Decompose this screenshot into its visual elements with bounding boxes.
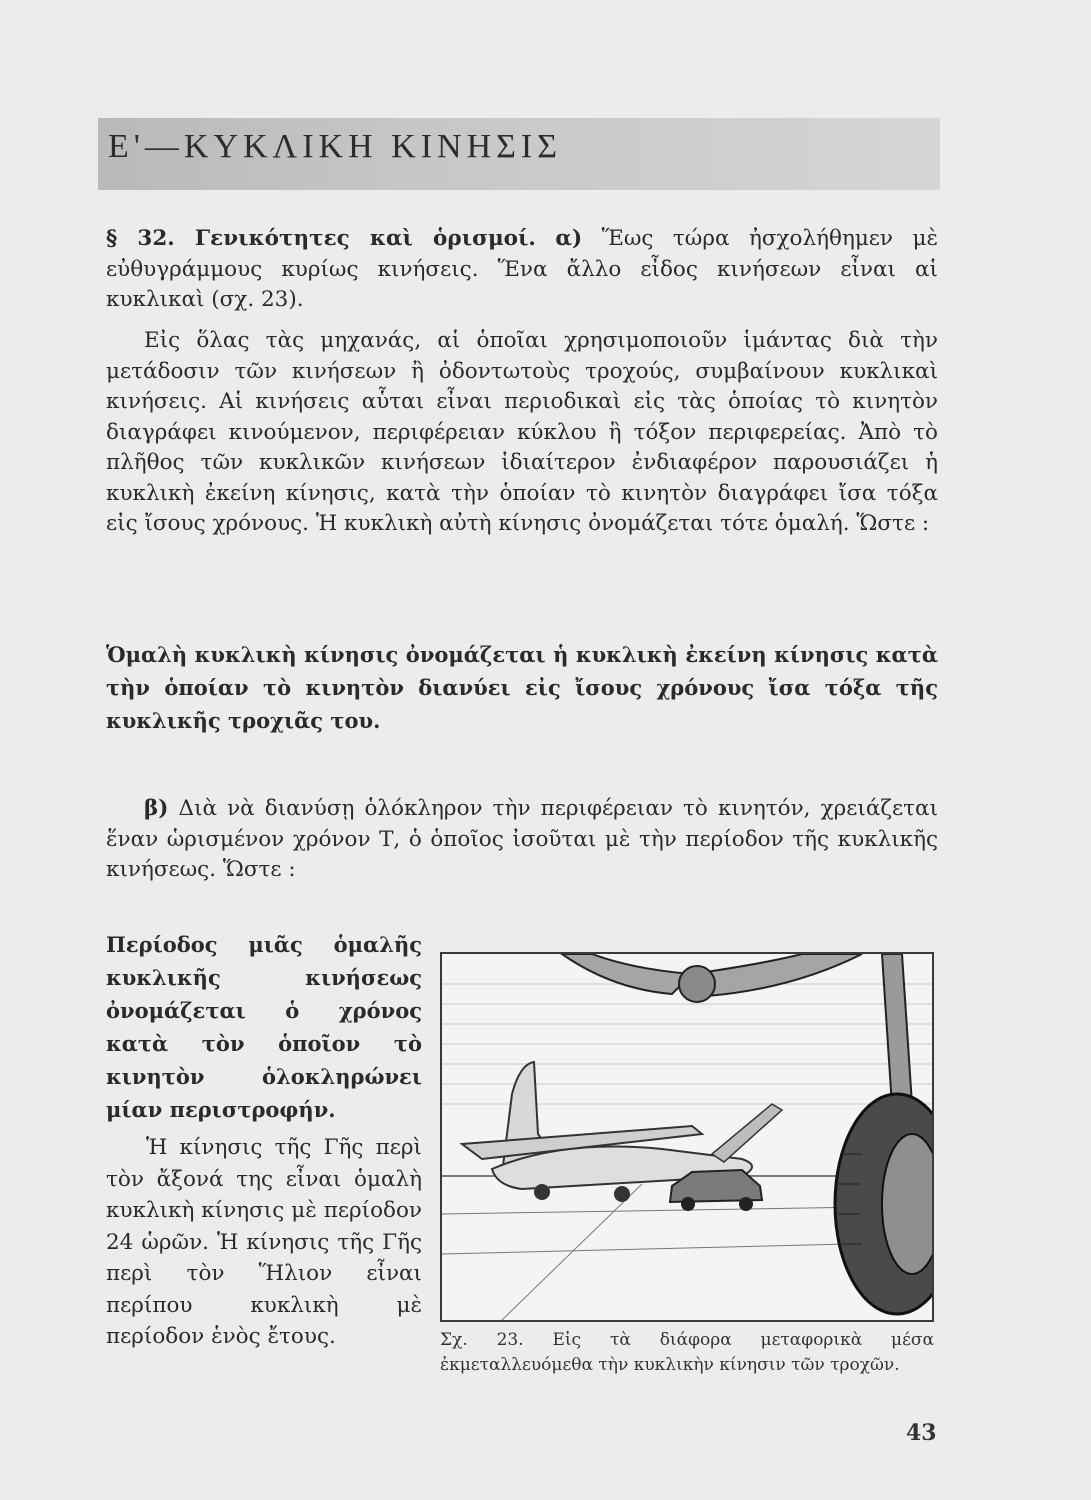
- earth-motion-text: Ἡ κίνησις τῆς Γῆς περὶ τὸν ἄξονά της εἶναι ὁμαλὴ κυκλικὴ κίνησις μὲ περίοδον 24 ὡρῶν. Ἡ κίνησις τῆς Γῆς περὶ τὸν Ἥλιον εἶναι περίπου κυκλικὴ μὲ περίοδον ἑνὸς ἔτους.: [106, 1135, 422, 1349]
- boarding-stairs: [712, 1104, 782, 1162]
- paragraph-3-container: [106, 794, 938, 886]
- distant-wheel-icon: [534, 1184, 550, 1200]
- uniform-circular-motion-definition: Ὁμαλὴ κυκλικὴ κίνησις ὀνομάζεται ἡ κυκλικὴ ἐκείνη κίνησις κατὰ τὴν ὁποίαν τὸ κινητὸν διανύει εἰς ἴσους χρόνους ἴσα τόξα τῆς κυκλικῆς τροχιᾶς του.: [106, 642, 938, 733]
- section-intro-paragraph: [106, 224, 938, 316]
- car-wheel-icon: [681, 1197, 695, 1211]
- page-number: 43: [906, 1420, 937, 1446]
- section-heading: § 32. Γενικότητες καὶ ὁρισμοί.: [106, 226, 536, 251]
- paragraph-3: Διὰ νὰ διανύσῃ ὁλόκληρον τὴν περιφέρειαν τὸ κινητόν, χρειάζεται ἕναν ὡρισμένον χρόνον Τ, ὁ ὁποῖος ἰσοῦται μὲ τὴν περίοδον τῆς κυκλικῆς κινήσεως. Ὥστε :: [106, 796, 938, 882]
- tire-hub: [882, 1134, 932, 1274]
- paragraph-1: Ἕως τώρα ἠσχολήθημεν μὲ εὐθυγράμμους κυρίως κινήσεις. Ἕνα ἄλλο εἶδος κινήσεων εἶναι αἱ κυκλικαὶ (σχ. 23).: [106, 226, 938, 312]
- figure-caption: Σχ. 23. Εἰς τὰ διάφορα μεταφορικὰ μέσα ἐκμεταλλευόμεθα τὴν κυκλικὴν κίνησιν τῶν τροχῶν.: [440, 1330, 934, 1375]
- label-b: β): [144, 796, 169, 821]
- chapter-title: Ε'—ΚΥΚΛΙΚΗ ΚΙΝΗΣΙΣ: [108, 128, 563, 165]
- car-wheel-icon: [739, 1197, 753, 1211]
- figure-airplane-illustration: [440, 952, 934, 1322]
- propeller-blade-left: [562, 954, 692, 994]
- propeller-hub-icon: [679, 966, 715, 1002]
- period-definition: Περίοδος μιᾶς ὁμαλῆς κυκλικῆς κινήσεως ὀνομάζεται ὁ χρόνος κατὰ τὸν ὁποῖον τὸ κινητὸν ὁλοκληρώνει μίαν περιστροφήν.: [106, 932, 422, 1122]
- landing-gear-strut: [882, 954, 912, 1106]
- paragraph-2: Εἰς ὅλας τὰς μηχανάς, αἱ ὁποῖαι χρησιμοποιοῦν ἱμάντας διὰ τὴν μετάδοσιν τῶν κινήσεων ἢ ὀδοντωτοὺς τροχούς, συμβαίνουν κυκλικαὶ κινήσεις. Αἱ κινήσεις αὗται εἶναι περιοδικαὶ εἰς τὰς ὁποίας τὸ κινητὸν διαγράφει κινούμενον, περιφέρειαν κύκλου ἢ τόξον περιφερείας. Ἀπὸ τὸ πλῆθος τῶν κυκλικῶν κινήσεων ἰδιαίτερον ἐνδιαφέρον παρουσιάζει ἡ κυκλικὴ ἐκείνη κίνησις, κατὰ τὴν ὁποίαν τὸ κινητὸν διαγράφει ἴσα τόξα εἰς ἴσους χρόνους. Ἡ κυκλικὴ αὐτὴ κίνησις ὀνομάζεται τότε ὁμαλή. Ὥστε :: [106, 328, 938, 536]
- distant-wheel-icon: [614, 1186, 630, 1202]
- propeller-blade-right: [692, 954, 862, 996]
- label-a: α): [555, 226, 583, 251]
- airplane-wheel-drawing: [442, 954, 932, 1320]
